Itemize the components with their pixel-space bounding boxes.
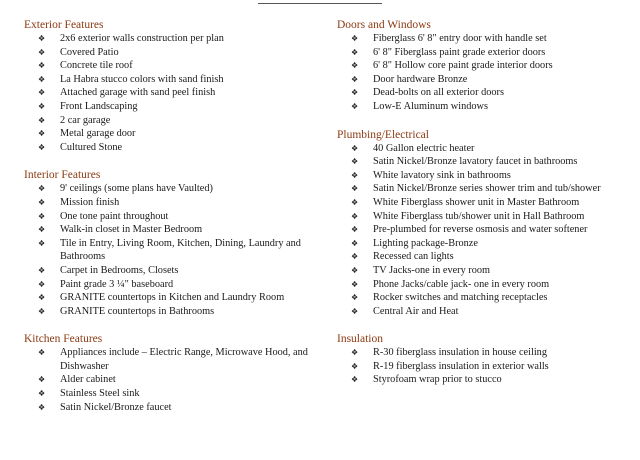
section-title-interior: Interior Features <box>24 169 101 182</box>
list-item <box>24 291 320 305</box>
list-item <box>337 59 633 73</box>
list-item-text: Satin Nickel/Bronze faucet <box>60 401 172 413</box>
section-title-kitchen: Kitchen Features <box>24 333 103 346</box>
list-item-text: Carpet in Bedrooms, Closets <box>60 264 179 276</box>
diamond-bullet-icon: ❖ <box>38 402 46 412</box>
list-item-text: GRANITE countertops in Bathrooms <box>60 305 215 317</box>
list-item-text: White Fiberglass shower unit in Master Bathroom <box>373 196 580 208</box>
list-item-text: Lighting package-Bronze <box>373 237 478 249</box>
list-item-text: Phone Jacks/cable jack- one in every room <box>373 278 550 290</box>
section-title-exterior: Exterior Features <box>24 19 104 31</box>
diamond-bullet-icon: ❖ <box>351 47 359 57</box>
list-item <box>24 237 320 264</box>
list-item <box>24 32 320 46</box>
list-item <box>24 223 320 237</box>
diamond-bullet-icon: ❖ <box>351 361 359 371</box>
list-item-text: 2 car garage <box>60 114 111 126</box>
list-item-text: Front Landscaping <box>60 100 138 112</box>
list-kitchen <box>24 346 320 414</box>
list-item <box>337 86 633 100</box>
diamond-bullet-icon: ❖ <box>38 47 46 57</box>
diamond-bullet-icon: ❖ <box>38 74 46 84</box>
diamond-bullet-icon: ❖ <box>38 293 46 303</box>
list-item <box>24 59 320 73</box>
list-item-text: 2x6 exterior walls construction per plan <box>60 33 224 44</box>
diamond-bullet-icon: ❖ <box>351 34 359 43</box>
list-item-text: 40 Gallon electric heater <box>373 142 475 154</box>
list-item <box>337 305 633 319</box>
list-item <box>337 182 633 196</box>
diamond-bullet-icon: ❖ <box>351 348 359 358</box>
list-item-text: Paint grade 3 ¼" baseboard <box>60 278 174 290</box>
diamond-bullet-icon: ❖ <box>351 157 359 167</box>
list-item <box>24 264 320 278</box>
list-item <box>337 142 633 156</box>
diamond-bullet-icon: ❖ <box>351 375 359 385</box>
diamond-bullet-icon: ❖ <box>38 197 46 207</box>
list-item-text: GRANITE countertops in Kitchen and Laundry Room <box>60 292 285 304</box>
diamond-bullet-icon: ❖ <box>351 184 359 194</box>
diamond-bullet-icon: ❖ <box>351 279 359 289</box>
diamond-bullet-icon: ❖ <box>38 375 46 385</box>
list-item <box>24 401 320 415</box>
diamond-bullet-icon: ❖ <box>351 293 359 303</box>
list-item <box>24 182 320 196</box>
list-item <box>337 373 633 387</box>
diamond-bullet-icon: ❖ <box>351 225 359 235</box>
list-item <box>24 100 320 114</box>
list-item-text: 9' ceilings (some plans have Vaulted) <box>60 183 213 195</box>
list-item-text: Covered Patio <box>60 46 119 58</box>
list-item-text: Satin Nickel/Bronze lavatory faucet in bathrooms <box>373 156 578 168</box>
list-item <box>24 373 320 387</box>
list-doors <box>337 32 633 114</box>
diamond-bullet-icon: ❖ <box>38 184 46 194</box>
list-item-text: La Habra stucco colors with sand finish <box>60 73 224 85</box>
list-item-text: Walk-in closet in Master Bedroom <box>60 224 203 236</box>
list-item <box>24 346 320 373</box>
diamond-bullet-icon: ❖ <box>38 211 46 221</box>
list-item <box>24 86 320 100</box>
diamond-bullet-icon: ❖ <box>38 389 46 399</box>
section-interior <box>24 168 320 318</box>
list-item <box>337 264 633 278</box>
list-item-text: Tile in Entry, Living Room, Kitchen, Dining, Laundry and Bathrooms <box>60 237 301 263</box>
list-item <box>337 278 633 292</box>
diamond-bullet-icon: ❖ <box>38 348 46 358</box>
diamond-bullet-icon: ❖ <box>38 101 46 111</box>
diamond-bullet-icon: ❖ <box>351 238 359 248</box>
list-item <box>337 46 633 60</box>
list-item <box>337 155 633 169</box>
list-item <box>24 278 320 292</box>
list-item <box>337 250 633 264</box>
diamond-bullet-icon: ❖ <box>38 265 46 275</box>
section-kitchen <box>24 332 320 414</box>
list-item-text: Stainless Steel sink <box>60 388 140 400</box>
list-item-text: Mission finish <box>60 196 120 208</box>
list-item-text: Metal garage door <box>60 128 136 140</box>
list-item-text: Attached garage with sand peel finish <box>60 87 216 99</box>
diamond-bullet-icon: ❖ <box>38 142 46 152</box>
list-item-text: Appliances include – Electric Range, Microwave Hood, and Dishwasher <box>60 347 308 372</box>
list-item-text: R-30 fiberglass insulation in house ceiling <box>373 347 547 359</box>
diamond-bullet-icon: ❖ <box>38 279 46 289</box>
section-title-plumbing: Plumbing/Electrical <box>337 128 429 141</box>
diamond-bullet-icon: ❖ <box>351 170 359 180</box>
list-item <box>337 291 633 305</box>
section-doors <box>337 18 633 114</box>
diamond-bullet-icon: ❖ <box>351 88 359 98</box>
list-item-text: Concrete tile roof <box>60 60 133 72</box>
diamond-bullet-icon: ❖ <box>38 238 46 248</box>
list-item <box>24 387 320 401</box>
list-item-text: Door hardware Bronze <box>373 73 468 85</box>
list-item <box>337 100 633 114</box>
list-item <box>24 305 320 319</box>
list-item-text: White Fiberglass tub/shower unit in Hall Bathroom <box>373 210 585 222</box>
list-item <box>337 73 633 87</box>
list-item-text: 6' 8" Hollow core paint grade interior doors <box>373 60 553 72</box>
section-insulation <box>337 332 633 387</box>
list-item <box>24 46 320 60</box>
list-item <box>24 73 320 87</box>
list-item-text: R-19 fiberglass insulation in exterior walls <box>373 360 549 372</box>
list-item <box>24 141 320 155</box>
list-item-text: Low-E Aluminum windows <box>373 100 488 112</box>
list-item-text: Pre-plumbed for reverse osmosis and water softener <box>373 224 588 236</box>
list-item <box>337 223 633 237</box>
list-item <box>337 360 633 374</box>
list-item-text: Rocker switches and matching receptacles <box>373 292 548 304</box>
diamond-bullet-icon: ❖ <box>351 197 359 207</box>
diamond-bullet-icon: ❖ <box>351 211 359 221</box>
list-item-text: Central Air and Heat <box>373 305 459 317</box>
list-item <box>24 127 320 141</box>
list-item <box>337 169 633 183</box>
diamond-bullet-icon: ❖ <box>38 88 46 98</box>
list-item <box>337 196 633 210</box>
list-item-text: 6' 8" Fiberglass paint grade exterior doors <box>373 46 546 58</box>
right-column <box>337 18 633 387</box>
list-item <box>24 196 320 210</box>
list-exterior <box>24 32 320 154</box>
top-divider <box>258 3 382 4</box>
diamond-bullet-icon: ❖ <box>351 61 359 71</box>
list-item <box>24 114 320 128</box>
list-item-text: Satin Nickel/Bronze series shower trim and tub/shower <box>373 183 601 195</box>
list-item <box>337 237 633 251</box>
list-item-text: Fiberglass 6' 8" entry door with handle set <box>373 33 547 44</box>
list-item-text: Cultured Stone <box>60 141 123 153</box>
list-item-text: White lavatory sink in bathrooms <box>373 169 511 181</box>
section-title-doors: Doors and Windows <box>337 19 431 31</box>
list-item-text: TV Jacks-one in every room <box>373 264 491 276</box>
diamond-bullet-icon: ❖ <box>351 143 359 153</box>
list-item-text: Dead-bolts on all exterior doors <box>373 87 504 99</box>
diamond-bullet-icon: ❖ <box>351 74 359 84</box>
list-plumbing <box>337 142 633 319</box>
list-item-text: Styrofoam wrap prior to stucco <box>373 374 502 386</box>
left-column <box>24 18 320 414</box>
list-item <box>24 210 320 224</box>
section-plumbing <box>337 128 633 319</box>
list-interior <box>24 182 320 318</box>
list-item-text: Recessed can lights <box>373 251 454 263</box>
diamond-bullet-icon: ❖ <box>38 34 46 43</box>
list-insulation <box>337 346 633 387</box>
list-item-text: Alder cabinet <box>60 374 116 386</box>
diamond-bullet-icon: ❖ <box>38 225 46 235</box>
section-exterior <box>24 18 320 154</box>
section-title-insulation: Insulation <box>337 333 383 346</box>
diamond-bullet-icon: ❖ <box>351 252 359 262</box>
diamond-bullet-icon: ❖ <box>38 306 46 316</box>
list-item <box>337 32 633 46</box>
diamond-bullet-icon: ❖ <box>38 61 46 71</box>
list-item <box>337 210 633 224</box>
diamond-bullet-icon: ❖ <box>351 306 359 316</box>
diamond-bullet-icon: ❖ <box>38 115 46 125</box>
list-item-text: One tone paint throughout <box>60 210 169 222</box>
diamond-bullet-icon: ❖ <box>351 101 359 111</box>
list-item <box>337 346 633 360</box>
diamond-bullet-icon: ❖ <box>351 265 359 275</box>
diamond-bullet-icon: ❖ <box>38 129 46 139</box>
